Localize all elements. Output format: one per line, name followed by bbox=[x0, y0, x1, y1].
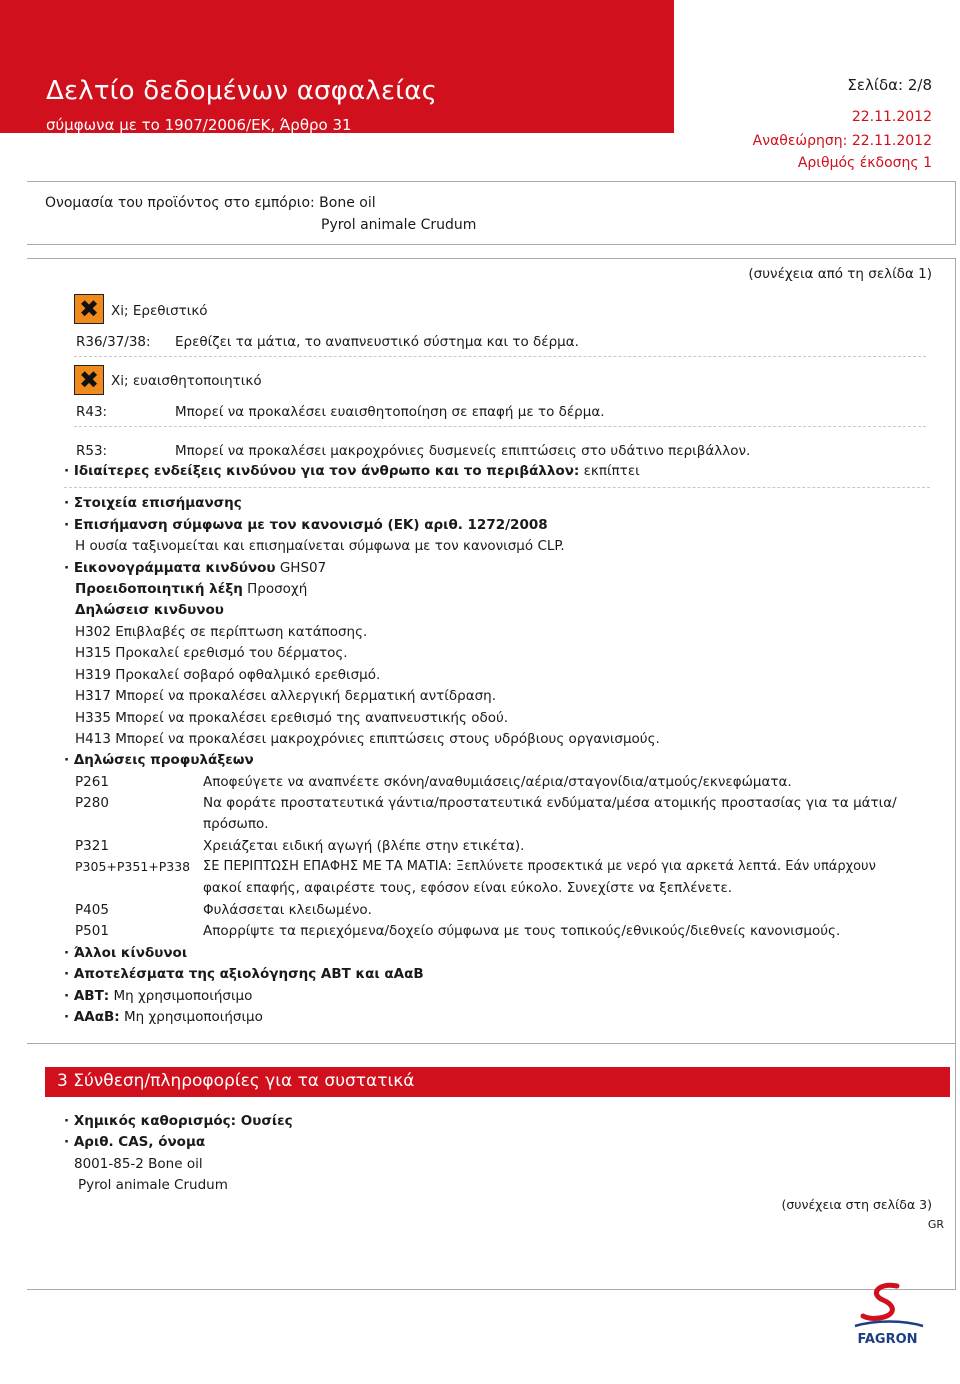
r-phrase: Μπορεί να προκαλέσει ευαισθητοποίηση σε επαφή με το δέρμα. bbox=[175, 404, 605, 420]
hazard-x-icon: ✖ bbox=[74, 365, 104, 395]
p-text: Φυλάσσεται κλειδωμένο. bbox=[203, 902, 372, 918]
vpvb bbox=[64, 1008, 263, 1026]
hazard-label-irritant: Xi; Ερεθιστικό bbox=[111, 303, 208, 319]
pbt-value: Μη χρησιμοποιήσιμο bbox=[113, 988, 253, 1004]
section3-header bbox=[45, 1067, 950, 1097]
signal-word-value: Προσοχή bbox=[247, 581, 308, 597]
fagron-swirl-icon bbox=[845, 1280, 930, 1332]
pbt-heading: · Αποτελέσματα της αξιολόγησης ΑΒΤ και αΑαΒ bbox=[64, 966, 424, 982]
cas-heading: · Αριθ. CAS, όνομα bbox=[64, 1134, 206, 1150]
section3-title: 3 Σύνθεση/πληροφορίες για τα συστατικά bbox=[57, 1071, 415, 1091]
special-hazards bbox=[64, 462, 640, 480]
fagron-logo bbox=[845, 1280, 930, 1360]
h-statements-heading: Δηλώσεισ κινδυνου bbox=[75, 602, 224, 618]
p-code: P305+P351+P338 bbox=[75, 859, 191, 874]
vpvb-label: · ΑΑαΒ: bbox=[64, 1009, 120, 1025]
h-statement: H317 Μπορεί να προκαλέσει αλλεργική δερματική αντίδραση. bbox=[75, 688, 496, 704]
hazard-label-sensitizing: Xi; ευαισθητοποιητικό bbox=[111, 373, 262, 389]
pictograms-label: · Εικονογράμματα κινδύνου bbox=[64, 560, 276, 576]
special-hazards-label: · Ιδιαίτερες ενδείξεις κινδύνου για τον άνθρωπο και το περιβάλλον: bbox=[64, 463, 580, 479]
print-date-value: 22.11.2012 bbox=[851, 109, 932, 125]
p-code: P321 bbox=[75, 838, 109, 854]
p-code: P501 bbox=[75, 923, 109, 939]
product-latin-name: Pyrol animale Crudum bbox=[321, 217, 477, 233]
r-phrase: Ερεθίζει τα μάτια, το αναπνευστικό σύστημα και το δέρμα. bbox=[175, 334, 579, 350]
p-code: P405 bbox=[75, 902, 109, 918]
p-text: ΣΕ ΠΕΡΙΠΤΩΣΗ ΕΠΑΦΗΣ ΜΕ ΤΑ ΜΑΤΙΑ: Ξεπλύνετε προσεκτικά με νερό για αρκετά λεπτά. Εάν υπάρχουν bbox=[203, 859, 876, 874]
pictograms-value: GHS07 bbox=[279, 560, 327, 576]
product-name: Ονομασία του προϊόντος στο εμπόριο: Bone oil bbox=[45, 195, 376, 211]
h-statement: H319 Προκαλεί σοβαρό οφθαλμικό ερεθισμό. bbox=[75, 667, 381, 683]
p-text: Απορρίψτε τα περιεχόμενα/δοχείο σύμφωνα με τους τοπικούς/εθνικούς/διεθνείς κανονισμούς. bbox=[203, 923, 841, 939]
pbt-label: · ΑΒΤ: bbox=[64, 988, 110, 1004]
h-statement: H302 Επιβλαβές σε περίπτωση κατάποσης. bbox=[75, 624, 368, 640]
header-band bbox=[0, 0, 674, 133]
chemical-characterization: · Χημικός καθορισμός: Ουσίες bbox=[64, 1113, 293, 1129]
vpvb-value: Μη χρησιμοποιήσιμο bbox=[123, 1009, 263, 1025]
logo-text: FAGRON bbox=[857, 1332, 918, 1347]
r-code: R43: bbox=[76, 404, 108, 420]
p-text-cont: φακοί επαφής, αφαιρέστε τους, εφόσον είναι εύκολο. Συνεχίστε να ξεπλένετε. bbox=[203, 880, 733, 896]
clp-text: Η ουσία ταξινομείται και επισημαίνεται σύμφωνα με τον κανονισμό CLP. bbox=[75, 538, 565, 554]
pbt bbox=[64, 987, 252, 1005]
special-hazards-value: εκπίπτει bbox=[583, 463, 640, 479]
page-number: Σελίδα: 2/8 bbox=[847, 76, 932, 94]
cas-line: Pyrol animale Crudum bbox=[78, 1177, 228, 1193]
r-phrase: Μπορεί να προκαλέσει μακροχρόνιες δυσμενείς επιπτώσεις στο υδάτινο περιβάλλον. bbox=[175, 443, 751, 459]
h-statement: H315 Προκαλεί ερεθισμό του δέρματος. bbox=[75, 645, 348, 661]
document-title: Δελτίο δεδομένων ασφαλείας bbox=[46, 76, 438, 106]
p-text: Να φοράτε προστατευτικά γάντια/προστατευτικά ενδύματα/μέσα ατομικής προστασίας για τα μάτια/ bbox=[203, 795, 897, 811]
divider bbox=[74, 356, 926, 357]
labelling-heading: · Στοιχεία επισήμανσης bbox=[64, 495, 242, 511]
product-box bbox=[27, 181, 956, 245]
signal-word bbox=[75, 580, 307, 598]
divider bbox=[64, 487, 930, 488]
p-text-cont: πρόσωπο. bbox=[203, 816, 269, 832]
r-code: R53: bbox=[76, 443, 108, 459]
p-code: P261 bbox=[75, 774, 109, 790]
hazard-x-icon: ✖ bbox=[74, 294, 104, 324]
h-statement: H335 Μπορεί να προκαλέσει ερεθισμό της αναπνευστικής οδού. bbox=[75, 710, 509, 726]
print-date bbox=[676, 109, 932, 125]
clp-heading: · Επισήμανση σύμφωνα με τον κανονισμό (ΕΚ) αριθ. 1272/2008 bbox=[64, 517, 548, 533]
print-date-label: Ημερομηνία εκτύπωσης: bbox=[675, 109, 848, 125]
p-code: P280 bbox=[75, 795, 109, 811]
version-number: Αριθμός έκδοσης 1 bbox=[797, 155, 932, 171]
p-text: Αποφεύγετε να αναπνέετε σκόνη/αναθυμιάσεις/αέρια/σταγονίδια/ατμούς/εκνεφώματα. bbox=[203, 774, 792, 790]
language-code: GR bbox=[927, 1218, 944, 1231]
p-text: Χρειάζεται ειδική αγωγή (βλέπε στην ετικέτα). bbox=[203, 838, 525, 854]
continued-to: (συνέχεια στη σελίδα 3) bbox=[781, 1197, 932, 1212]
other-hazards-heading: · Άλλοι κίνδυνοι bbox=[64, 945, 188, 961]
continued-from: (συνέχεια από τη σελίδα 1) bbox=[748, 266, 932, 282]
p-statements-heading: · Δηλώσεις προφυλάξεων bbox=[64, 752, 254, 768]
revision-date: Αναθεώρηση: 22.11.2012 bbox=[752, 133, 932, 149]
document-subtitle: σύμφωνα με το 1907/2006/ΕΚ, Άρθρο 31 bbox=[46, 116, 352, 134]
cas-line: 8001-85-2 Bone oil bbox=[74, 1156, 203, 1172]
r-code: R36/37/38: bbox=[76, 334, 151, 350]
h-statement: H413 Μπορεί να προκαλέσει μακροχρόνιες επιπτώσεις στους υδρόβιους οργανισμούς. bbox=[75, 731, 660, 747]
divider bbox=[74, 426, 926, 427]
section-divider bbox=[27, 1043, 956, 1044]
pictograms bbox=[64, 559, 326, 577]
signal-word-label: Προειδοποιητική λέξη bbox=[75, 581, 243, 597]
